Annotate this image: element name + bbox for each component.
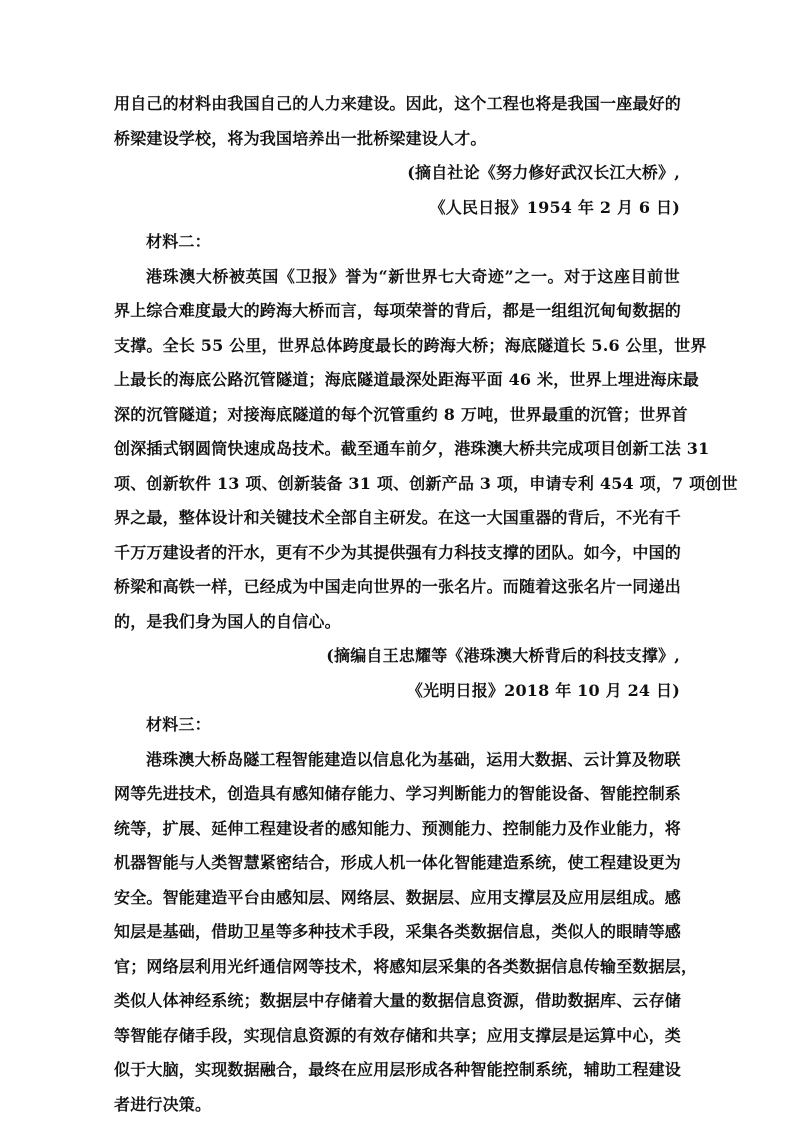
paragraph-line: 类似人体神经系统；数据层中存储着大量的数据信息资源，借助数据库、云存储	[114, 991, 682, 1010]
source-citation: (摘编自王忠耀等《港珠澳大桥背后的科技支撑》,	[326, 646, 680, 665]
paragraph-line: 桥梁建设学校，将为我国培养出一批桥梁建设人才。	[114, 128, 487, 148]
paragraph-line: 似于大脑，实现数据融合，最终在应用层形成各种智能控制系统，辅助工程建设	[114, 1060, 682, 1079]
paragraph-line: 的，是我们身为国人的自信心。	[114, 611, 341, 631]
section-heading: 材料二：	[146, 232, 211, 251]
source-citation: 《人民日报》1954 年 2 月 6 日)	[429, 197, 680, 217]
paragraph-line: 知层是基础，借助卫星等多种技术手段，采集各类数据信息，类似人的眼睛等感	[114, 922, 682, 941]
paragraph-line: 官；网络层利用光纤通信网等技术，将感知层采集的各类数据信息传输至数据层，	[114, 956, 698, 976]
paragraph-line: 用自己的材料由我国自己的人力来建设。因此，这个工程也将是我国一座最好的	[114, 94, 682, 113]
paragraph-line: 界之最，整体设计和关键技术全部自主研发。在这一大国重器的背后，不光有千	[114, 508, 682, 527]
paragraph-line: 统等，扩展、延伸工程建设者的感知能力、预测能力、控制能力及作业能力，将	[114, 818, 682, 838]
paragraph-line: 上最长的海底公路沉管隧道；海底隧道最深处距海平面 46 米，世界上埋进海床最	[114, 370, 700, 389]
paragraph-line: 项、创新软件 13 项、创新装备 31 项、创新产品 3 项，申请专利 454 项，7 项创世	[114, 473, 738, 493]
document-body	[114, 87, 738, 1122]
paragraph-line: 安全。智能建造平台由感知层、网络层、数据层、应用支撑层及应用层组成。感	[114, 887, 682, 907]
paragraph-line: 桥梁和高铁一样，已经成为中国走向世界的一张名片。而随着这张名片一同递出	[114, 577, 682, 596]
paragraph-line: 界上综合难度最大的跨海大桥而言，每项荣誉的背后，都是一组组沉甸甸数据的	[114, 301, 682, 320]
paragraph-line: 深的沉管隧道；对接海底隧道的每个沉管重约 8 万吨，世界最重的沉管；世界首	[114, 404, 688, 424]
paragraph-line: 者进行决策。	[114, 1094, 212, 1114]
paragraph-line: 支撑。全长 55 公里，世界总体跨度最长的跨海大桥；海底隧道长 5.6 公里，世界	[114, 335, 707, 355]
paragraph-line: 机器智能与人类智慧紧密结合，形成人机一体化智能建造系统，使工程建设更为	[114, 853, 682, 872]
source-citation: 《光明日报》2018 年 10 月 24 日)	[406, 680, 680, 700]
paragraph-line: 港珠澳大桥岛隧工程智能建造以信息化为基础，运用大数据、云计算及物联	[146, 749, 681, 769]
paragraph-line: 创深插式钢圆筒快速成岛技术。截至通车前夕，港珠澳大桥共完成项目创新工法 31	[114, 439, 710, 458]
source-citation: (摘自社论《努力修好武汉长江大桥》,	[407, 163, 680, 182]
section-heading: 材料三：	[146, 715, 211, 734]
paragraph-line: 网等先进技术，创造具有感知储存能力、学习判断能力的智能设备、智能控制系	[114, 784, 682, 803]
paragraph-line: 千万万建设者的汗水，更有不少为其提供强有力科技支撑的团队。如今，中国的	[114, 542, 682, 562]
paragraph-line: 等智能存储手段，实现信息资源的有效存储和共享；应用支撑层是运算中心，类	[114, 1025, 682, 1045]
paragraph-line: 港珠澳大桥被英国《卫报》誉为“新世界七大奇迹”之一。对于这座目前世	[146, 266, 680, 286]
